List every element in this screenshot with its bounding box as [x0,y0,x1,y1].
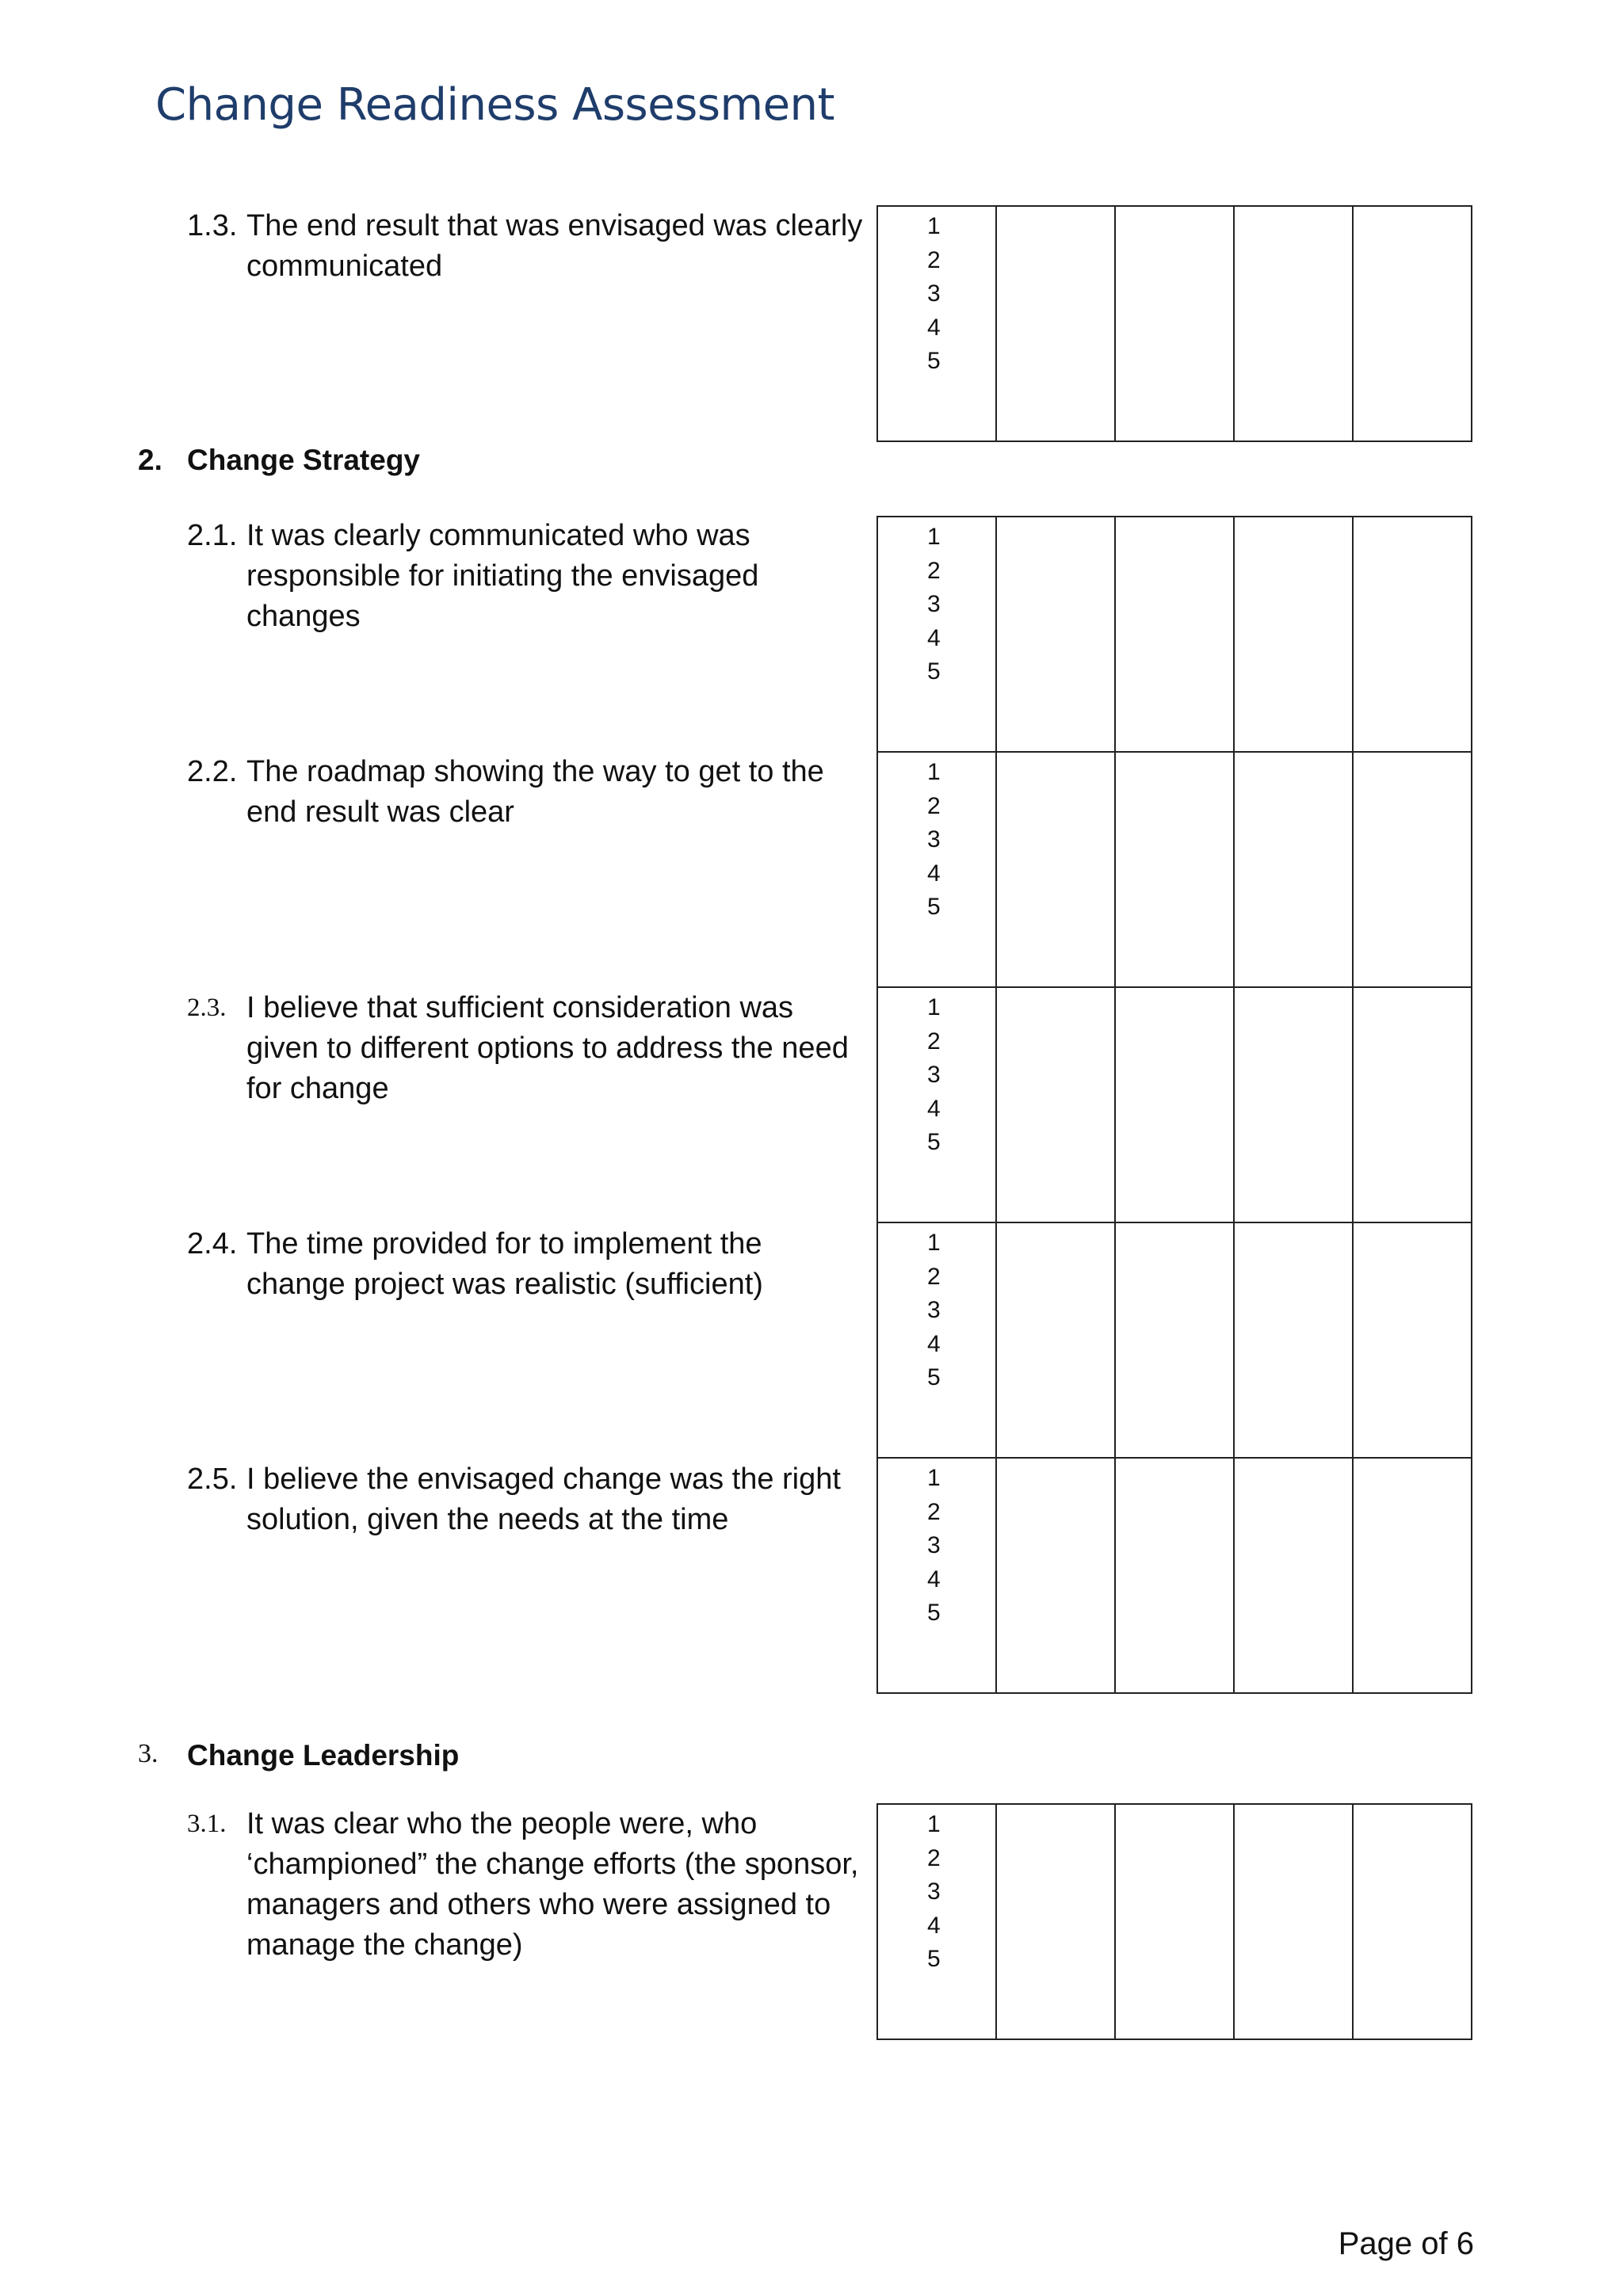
rating-option: 1 [927,213,941,239]
rating-row-2-1 [877,517,1472,752]
rating-option: 1 [927,1811,941,1837]
rating-option: 2 [927,557,941,584]
rating-scale-cell [877,1804,996,2039]
rating-answer-cell[interactable] [996,1222,1115,1458]
rating-answer-cell[interactable] [1353,752,1472,987]
rating-answer-cell[interactable] [1115,987,1234,1222]
question-text: I believe that sufficient consideration was given to different options to address the need for change [246,991,849,1105]
question-text: I believe the envisaged change was the right solution, given the needs at the time [246,1463,841,1536]
question-text: It was clear who the people were, who ‘championed” the change efforts (the sponsor, managers and others who were assigned to manage the change) [246,1807,859,1962]
question-text: The roadmap showing the way to get to the end result was clear [246,755,824,829]
section-number: 2. [138,444,162,476]
rating-option: 4 [927,1912,941,1939]
rating-option: 4 [927,624,941,651]
question-number: 2.2. [187,755,238,788]
rating-option: 5 [927,1600,941,1626]
rating-grid-section-2 [876,516,1472,1694]
rating-answer-cell[interactable] [1353,1222,1472,1458]
rating-scale-list [927,1462,941,1630]
rating-answer-cell[interactable] [1115,1458,1234,1693]
rating-answer-cell[interactable] [1353,987,1472,1222]
rating-option: 3 [927,1532,941,1558]
rating-grid-3-1 [876,1803,1472,2040]
rating-option: 3 [927,1297,941,1323]
rating-answer-cell[interactable] [1234,987,1353,1222]
rating-scale-cell [877,206,996,441]
rating-option: 3 [927,1062,941,1088]
rating-option: 4 [927,1330,941,1357]
rating-scale-list [927,756,941,925]
rating-option: 5 [927,658,941,685]
rating-answer-cell[interactable] [1115,517,1234,752]
section-title: Change Strategy [187,444,421,476]
rating-scale-cell [877,987,996,1222]
rating-option: 2 [927,792,941,819]
rating-row-2-4 [877,1222,1472,1458]
rating-answer-cell[interactable] [996,752,1115,987]
rating-answer-cell[interactable] [1353,517,1472,752]
rating-option: 2 [927,1844,941,1871]
rating-scale-list [927,210,941,379]
question-number: 3.1. [187,1810,227,1838]
rating-option: 3 [927,591,941,617]
rating-option: 4 [927,1095,941,1122]
rating-option: 1 [927,994,941,1020]
rating-option: 2 [927,1498,941,1525]
rating-answer-cell[interactable] [1234,1222,1353,1458]
section-title: Change Leadership [187,1739,460,1772]
rating-answer-cell[interactable] [1353,1458,1472,1693]
rating-answer-cell[interactable] [996,1804,1115,2039]
rating-option: 1 [927,524,941,550]
rating-option: 1 [927,1230,941,1256]
rating-option: 5 [927,1129,941,1155]
question-number: 2.3. [187,994,227,1022]
question-text: The end result that was envisaged was clearly communicated [246,209,863,283]
rating-answer-cell[interactable] [1353,206,1472,441]
question-number: 2.5. [187,1463,238,1496]
rating-option: 3 [927,280,941,307]
rating-option: 2 [927,1263,941,1290]
rating-answer-cell[interactable] [1234,206,1353,441]
page-title: Change Readiness Assessment [155,79,834,131]
rating-option: 5 [927,894,941,920]
page-footer: Page of 6 [1338,2226,1474,2261]
question-number: 2.4. [187,1227,238,1261]
rating-option: 5 [927,1946,941,1972]
section-number: 3. [138,1739,158,1768]
rating-answer-cell[interactable] [1353,1804,1472,2039]
rating-option: 4 [927,314,941,341]
question-text: It was clearly communicated who was responsible for initiating the envisaged changes [246,519,759,633]
rating-option: 1 [927,759,941,785]
rating-answer-cell[interactable] [996,517,1115,752]
rating-answer-cell[interactable] [1115,206,1234,441]
rating-option: 3 [927,1878,941,1905]
question-number: 1.3. [187,209,238,242]
question-number: 2.1. [187,519,238,552]
rating-scale-cell [877,752,996,987]
rating-scale-cell [877,1222,996,1458]
rating-option: 3 [927,826,941,852]
rating-answer-cell[interactable] [996,1458,1115,1693]
rating-answer-cell[interactable] [1234,517,1353,752]
rating-grid-1-3 [876,205,1472,442]
rating-answer-cell[interactable] [1234,1458,1353,1693]
rating-row-2-2 [877,752,1472,987]
rating-scale-list [927,991,941,1160]
rating-scale-list [927,521,941,689]
rating-row-2-5 [877,1458,1472,1693]
rating-option: 5 [927,348,941,374]
rating-scale-cell [877,1458,996,1693]
rating-option: 4 [927,1566,941,1592]
rating-option: 4 [927,860,941,887]
rating-answer-cell[interactable] [996,206,1115,441]
rating-answer-cell[interactable] [1115,752,1234,987]
rating-option: 2 [927,246,941,273]
question-text: The time provided for to implement the change project was realistic (sufficient) [246,1227,763,1301]
rating-answer-cell[interactable] [1115,1222,1234,1458]
rating-answer-cell[interactable] [1115,1804,1234,2039]
rating-row-2-3 [877,987,1472,1222]
rating-scale-cell [877,517,996,752]
rating-option: 1 [927,1465,941,1491]
rating-option: 5 [927,1364,941,1390]
rating-scale-list [927,1226,941,1395]
rating-option: 2 [927,1028,941,1055]
rating-answer-cell[interactable] [996,987,1115,1222]
rating-scale-list [927,1808,941,1977]
rating-answer-cell[interactable] [1234,752,1353,987]
rating-answer-cell[interactable] [1234,1804,1353,2039]
